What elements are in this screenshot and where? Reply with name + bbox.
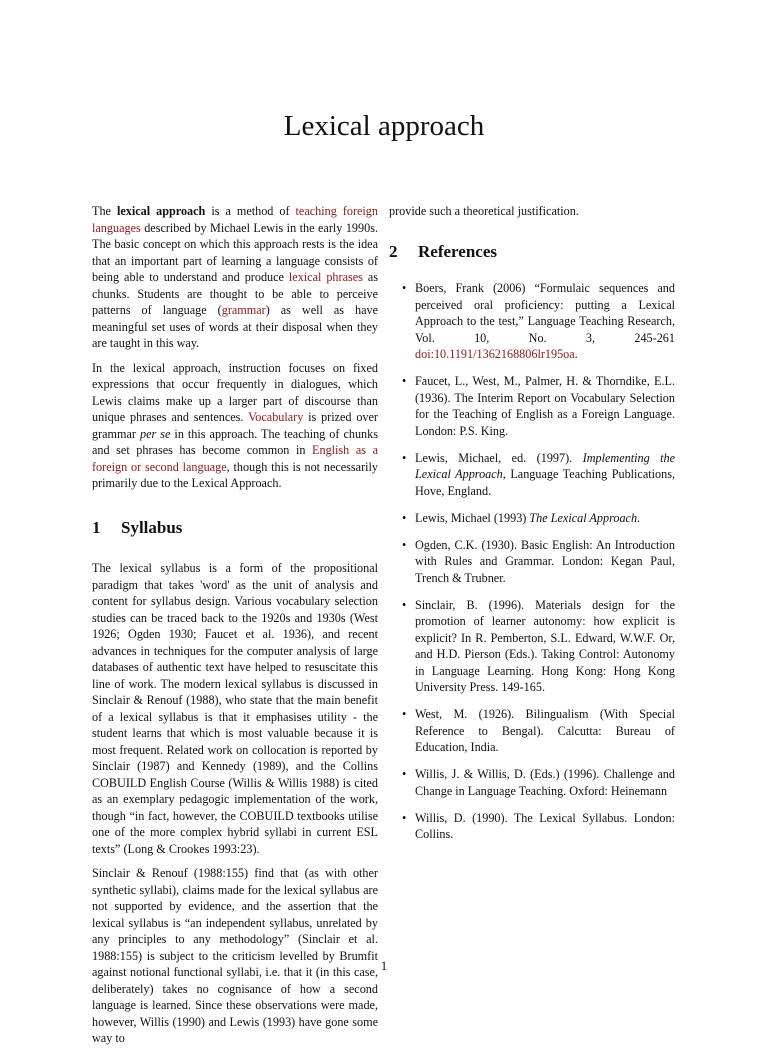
instruction-paragraph: In the lexical approach, instruction focuses on fixed expressions that occur frequently in dialogues, which Lewis claims make up a larger part of discourse than unique phrases and sentences. Vocabulary is prized over grammar per se in this approach. The teaching of chunks and set phrases has become common in English as a foreign or second language, though this is not necessarily primarily due to the Lexical Approach. (92, 360, 378, 490)
reference-item: • Willis, D. (1990). The Lexical Syllabus. London: Collins. (402, 810, 675, 841)
section-heading-references: 2 References (389, 241, 497, 261)
right-column (389, 203, 675, 853)
syllabus-paragraph-1: The lexical syllabus is a form of the propositional paradigm that takes 'word' as the unit of analysis and content for syllabus design. Various vocabulary selection studies can be traced back to the 1920s and 1930s (West 1926; Ogden 1930; Faucet et al. 1936), and recent advances in techniques for the computer analysis of large databases of authentic text have helped to resuscitate this line of work. The modern lexical syllabus is discussed in Sinclair & Renouf (1988), who state that the main benefit of a lexical syllabus is that it emphasises utility - the student learns that which is most valuable because it is most frequent. Related work on collocation is reported by Sinclair (1987) and Kennedy (1989), and the Collins COBUILD English Course (Willis & Willis 1988) is cited as an exemplary pedagogic implementation of the work, though “in fact, however, the COBUILD textbooks utilise one of the more complex hybrid syllabi in current ESL texts” (Long & Crookes 1993:23). (92, 561, 378, 856)
link-lexical-phrases[interactable]: lexical phrases (288, 270, 363, 284)
bullet-icon: • (402, 537, 407, 552)
bullet-icon: • (402, 810, 407, 825)
link-doi[interactable]: doi:10.1191/1362168806lr195oa (415, 347, 575, 361)
continuation-text: provide such a theoretical justification. (389, 204, 579, 218)
bullet-icon: • (402, 374, 407, 388)
bullet-icon: • (402, 450, 407, 465)
link-english-foreign-second-language[interactable]: English as a foreign or second language (92, 443, 378, 474)
bullet-icon: • (402, 281, 407, 295)
term-lexical-approach: lexical approach (116, 204, 206, 218)
bullet-icon: • (402, 597, 407, 612)
reference-item: • Ogden, C.K. (1930). Basic English: An Introduction with Rules and Grammar. London: Kegan Paul, Trench & Trubner. (402, 537, 675, 585)
link-grammar[interactable]: grammar (221, 303, 266, 317)
syllabus-paragraph-2: Sinclair & Renouf (1988:155) find that (as with other synthetic syllabi), claims made for the lexical syllabus are not supported by evidence, and the assertion that the lexical syllabus is “an independent syllabus, unrelated by any principles to any methodology” (Sinclair et al. 1988:155) is subject to the criticism levelled by Brumfit against notional functional syllabi, i.e. that it (in this case, deliberately) takes no cognisance of how a second language is learned. Since these observations were made, however, Willis (1990) and Lewis (1993) have gone some way to (92, 866, 378, 1045)
bullet-icon: • (402, 510, 407, 525)
reference-item: • Lewis, Michael (1993) The Lexical Approach. (402, 510, 641, 525)
references-list (389, 280, 675, 843)
reference-item: • Sinclair, B. (1996). Materials design for the promotion of learner autonomy: how explicit is explicit? In R. Pemberton, S.L. Edward, W.W.F. Or, and H.D. Pierson (Eds.). Taking Control: Autonomy in Language Learning. Hong Kong: Hong Kong University Press. 149-165. (402, 597, 675, 694)
reference-item: • Lewis, Michael, ed. (1997). Implementing the Lexical Approach, Language Teaching Publications, Hove, England. (402, 450, 675, 498)
bullet-icon: • (402, 767, 407, 781)
reference-item: • Willis, J. & Willis, D. (Eds.) (1996). Challenge and Change in Language Teaching. Oxford: Heinemann (402, 767, 675, 798)
section-heading-syllabus: 1 Syllabus (92, 517, 183, 537)
left-column (92, 203, 378, 1055)
page-title: Lexical approach (283, 110, 485, 142)
link-teaching-foreign-languages[interactable]: teaching foreign languages (92, 204, 378, 235)
intro-paragraph: The lexical approach is a method of teaching foreign languages described by Michael Lewis in the early 1990s. The basic concept on which this approach rests is the idea that an important part of learning a language consists of being able to understand and produce lexical phrases as chunks. Students are thought to be able to perceive patterns of language (grammar) as well as have meaningful set uses of words at their disposal when they are taught in this way. (92, 204, 379, 350)
link-vocabulary[interactable]: Vocabulary (248, 410, 304, 424)
bullet-icon: • (402, 707, 407, 721)
page-number: 1 (380, 959, 388, 973)
reference-item: • West, M. (1926). Bilingualism (With Special Reference to Bengal). Calcutta: Bureau of Education, India. (402, 707, 675, 754)
reference-item: • Boers, Frank (2006) “Formulaic sequences and perceived oral proficiency: putting a Lexical Approach to the test,” Language Teaching Research, Vol. 10, No. 3, 245-261 doi:10.1191/1362168806lr195oa. (402, 281, 675, 361)
reference-item: • Faucet, L., West, M., Palmer, H. & Thorndike, E.L. (1936). The Interim Report on Vocabulary Selection for the Teaching of English as a Foreign Language. London: P.S. King. (402, 374, 675, 438)
